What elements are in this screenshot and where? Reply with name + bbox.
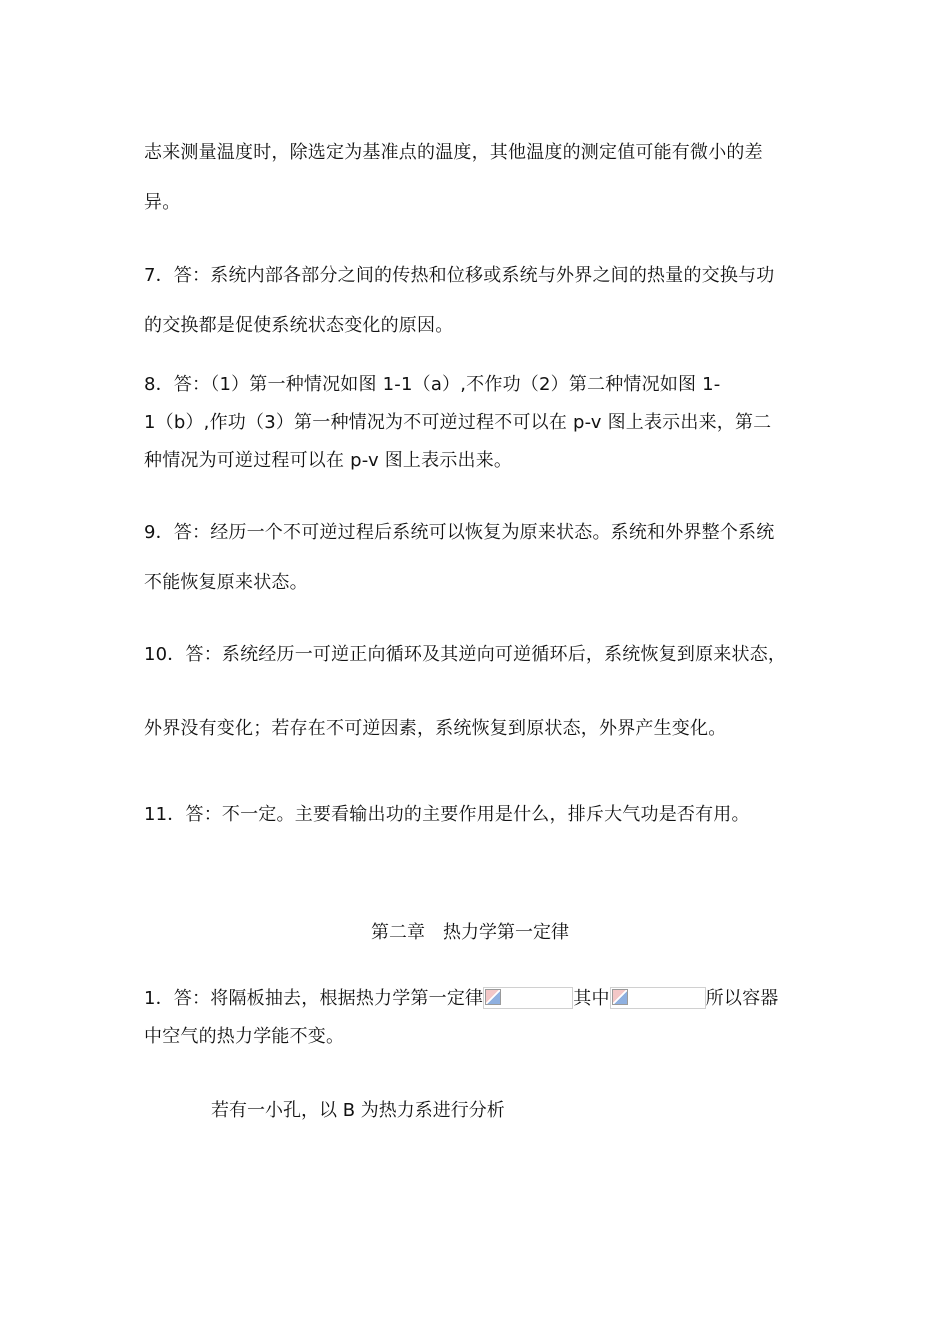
answer-8-line-1: 8．答：（1）第一种情况如图 1-1（a）,不作功（2）第二种情况如图 1- [144,374,721,395]
answer-9-line-2: 不能恢复原来状态。 [144,572,308,593]
equation-image-placeholder [483,987,573,1009]
text-line: 异。 [144,192,181,213]
answer-10-line-1: 10．答：系统经历一可逆正向循环及其逆向可逆循环后，系统恢复到原来状态， [144,644,787,665]
text-line: 志来测量温度时，除选定为基准点的温度，其他温度的测定值可能有微小的差 [144,142,763,163]
equation-image-placeholder [610,987,706,1009]
broken-image-icon [612,989,628,1005]
answer-text: 1．答：将隔板抽去，根据热力学第一定律 [144,988,484,1009]
answer-9-line-1: 9．答：经历一个不可逆过程后系统可以恢复为原来状态。系统和外界整个系统 [144,522,775,543]
answer-8-line-2: 1（b）,作功（3）第一种情况为不可逆过程不可以在 p-v 图上表示出来，第二 [144,412,772,433]
answer-7-line-2: 的交换都是促使系统状态变化的原因。 [144,315,454,336]
answer-text: 其中 [573,988,610,1009]
answer-11-line: 11．答：不一定。主要看输出功的主要作用是什么，排斥大气功是否有用。 [144,804,750,825]
chapter-heading: 第二章 热力学第一定律 [371,922,569,943]
chapter2-answer-1-line-1 [144,984,778,1010]
answer-7-line-1: 7．答：系统内部各部分之间的传热和位移或系统与外界之间的热量的交换与功 [144,265,775,286]
indented-paragraph: 若有一小孔，以 B 为热力系进行分析 [211,1100,505,1121]
answer-10-line-2: 外界没有变化；若存在不可逆因素，系统恢复到原状态，外界产生变化。 [144,718,727,739]
answer-text: 所以容器 [705,988,779,1009]
chapter2-answer-1-line-2: 中空气的热力学能不变。 [144,1026,345,1047]
broken-image-icon [485,989,501,1005]
answer-8-line-3: 种情况为可逆过程可以在 p-v 图上表示出来。 [144,450,513,471]
